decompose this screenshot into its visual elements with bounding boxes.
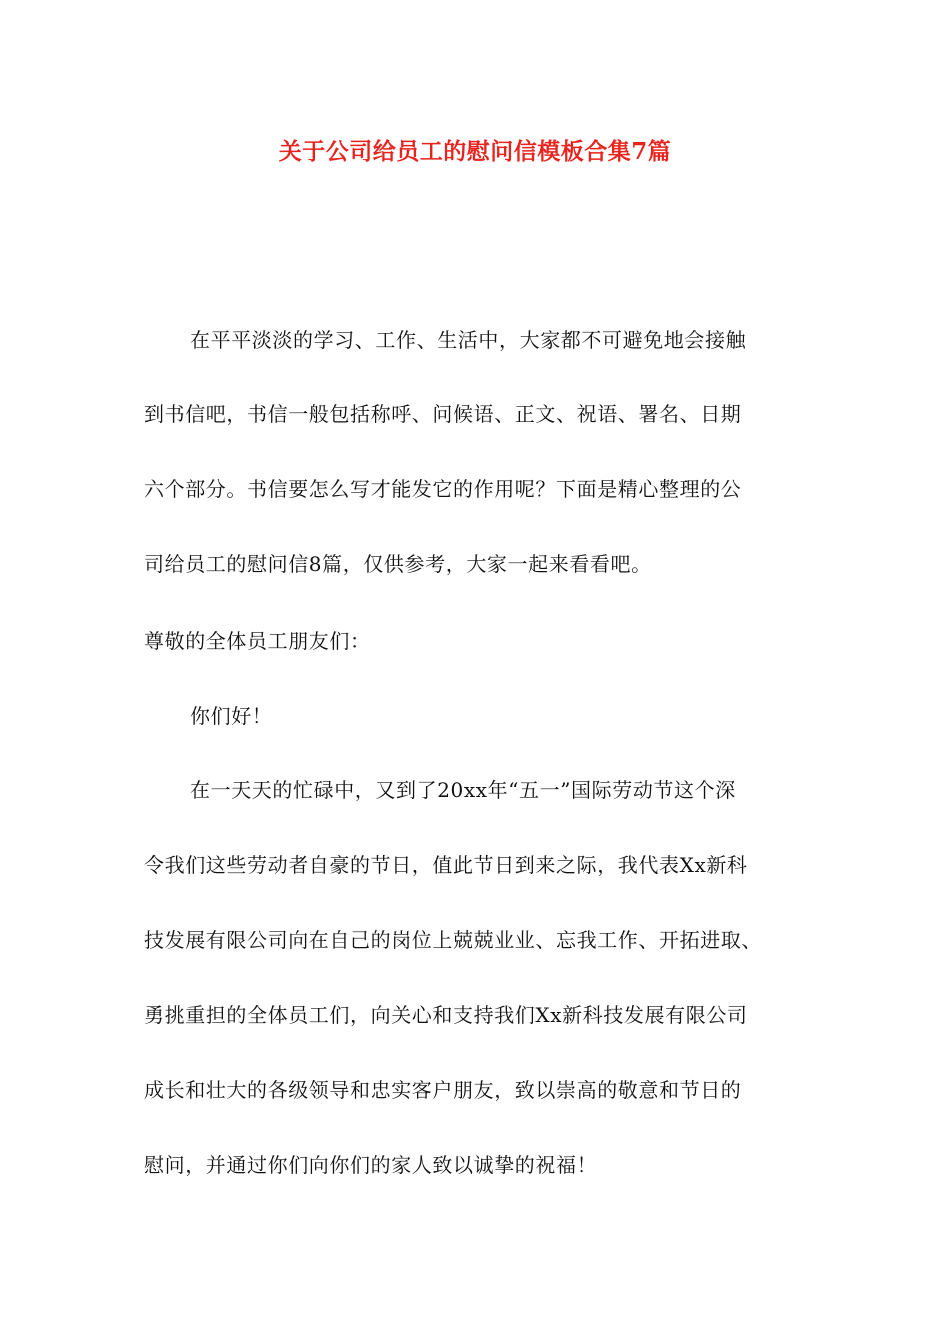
letter-line-2: 令我们这些劳动者自豪的节日，值此节日到来之际，我代表Xx新科	[144, 853, 748, 877]
intro-line-2: 到书信吧，书信一般包括称呼、问候语、正文、祝语、署名、日期	[144, 402, 742, 426]
greeting: 你们好！	[190, 704, 273, 728]
intro-line-4: 司给员工的慰问信8篇，仅供参考，大家一起来看看吧。	[144, 552, 652, 576]
salutation: 尊敬的全体员工朋友们：	[144, 629, 371, 653]
letter-line-3: 技发展有限公司向在自己的岗位上兢兢业业、忘我工作、开拓进取、	[144, 928, 762, 952]
letter-line-4: 勇挑重担的全体员工们，向关心和支持我们Xx新科技发展有限公司	[144, 1003, 748, 1027]
letter-line-1: 在一天天的忙碌中，又到了20xx年“五一”国际劳动节这个深	[190, 778, 736, 802]
intro-line-1: 在平平淡淡的学习、工作、生活中，大家都不可避免地会接触	[190, 328, 747, 352]
intro-line-3: 六个部分。书信要怎么写才能发它的作用呢？下面是精心整理的公	[144, 477, 742, 501]
document-title: 关于公司给员工的慰问信模板合集7篇	[278, 138, 672, 165]
letter-line-6: 慰问，并通过你们向你们的家人致以诚挚的祝福！	[144, 1153, 598, 1177]
letter-line-5: 成长和壮大的各级领导和忠实客户朋友，致以崇高的敬意和节日的	[144, 1078, 742, 1102]
